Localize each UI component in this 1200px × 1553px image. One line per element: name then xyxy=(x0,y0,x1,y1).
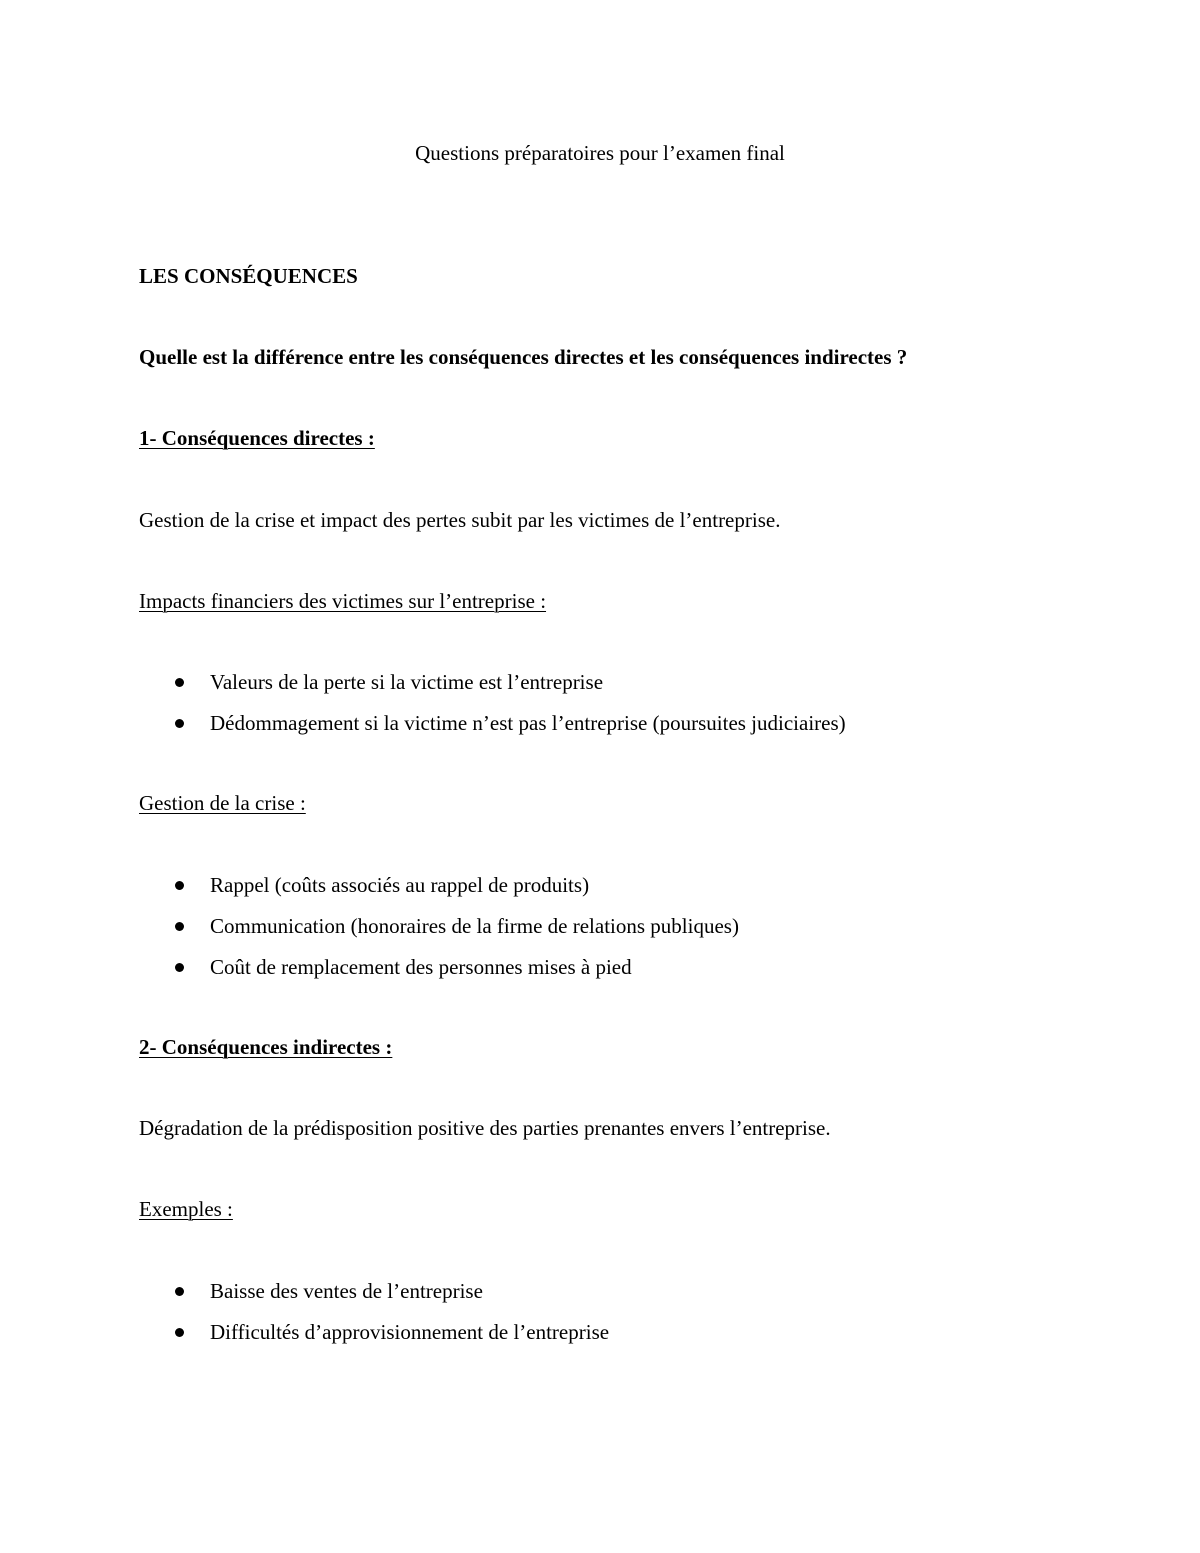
crisis-management-heading: Gestion de la crise : xyxy=(139,791,306,815)
list-item-text: Communication (honoraires de la firme de relations publiques) xyxy=(210,914,739,938)
list-item-text: Baisse des ventes de l’entreprise xyxy=(210,1279,483,1303)
document-title: Questions préparatoires pour l’examen final xyxy=(415,141,785,165)
list-item-text: Valeurs de la perte si la victime est l’entreprise xyxy=(210,670,604,694)
list-item-text: Coût de remplacement des personnes mises à pied xyxy=(210,955,632,979)
list-item xyxy=(139,914,739,955)
list-item-text: Dédommagement si la victime n’est pas l’entreprise (poursuites judiciaires) xyxy=(210,711,846,735)
list-item xyxy=(139,1320,609,1361)
bullet-icon xyxy=(175,922,184,931)
list-item-text: Rappel (coûts associés au rappel de produits) xyxy=(210,873,590,897)
bullet-icon xyxy=(175,963,184,972)
financial-impacts-heading: Impacts financiers des victimes sur l’entreprise : xyxy=(139,589,547,613)
indirect-consequences-heading: 2- Conséquences indirectes : xyxy=(139,1035,393,1059)
question-text: Quelle est la différence entre les conséquences directes et les conséquences indirectes ? xyxy=(139,345,908,369)
direct-consequences-heading: 1- Conséquences directes : xyxy=(139,426,375,450)
bullet-icon xyxy=(175,678,184,687)
financial-impacts-list xyxy=(139,670,846,752)
bullet-icon xyxy=(175,881,184,890)
list-item xyxy=(139,1279,609,1320)
list-item-text: Difficultés d’approvisionnement de l’entreprise xyxy=(210,1320,610,1344)
bullet-icon xyxy=(175,719,184,728)
list-item xyxy=(139,955,739,996)
list-item xyxy=(139,711,846,752)
indirect-consequences-definition: Dégradation de la prédisposition positive des parties prenantes envers l’entreprise. xyxy=(139,1116,831,1140)
examples-list xyxy=(139,1279,609,1361)
examples-heading: Exemples : xyxy=(139,1197,233,1221)
bullet-icon xyxy=(175,1287,184,1296)
direct-consequences-definition: Gestion de la crise et impact des pertes subit par les victimes de l’entreprise. xyxy=(139,508,781,532)
crisis-management-list xyxy=(139,873,739,996)
list-item xyxy=(139,873,739,914)
bullet-icon xyxy=(175,1328,184,1337)
section-heading: LES CONSÉQUENCES xyxy=(139,264,358,288)
list-item xyxy=(139,670,846,711)
